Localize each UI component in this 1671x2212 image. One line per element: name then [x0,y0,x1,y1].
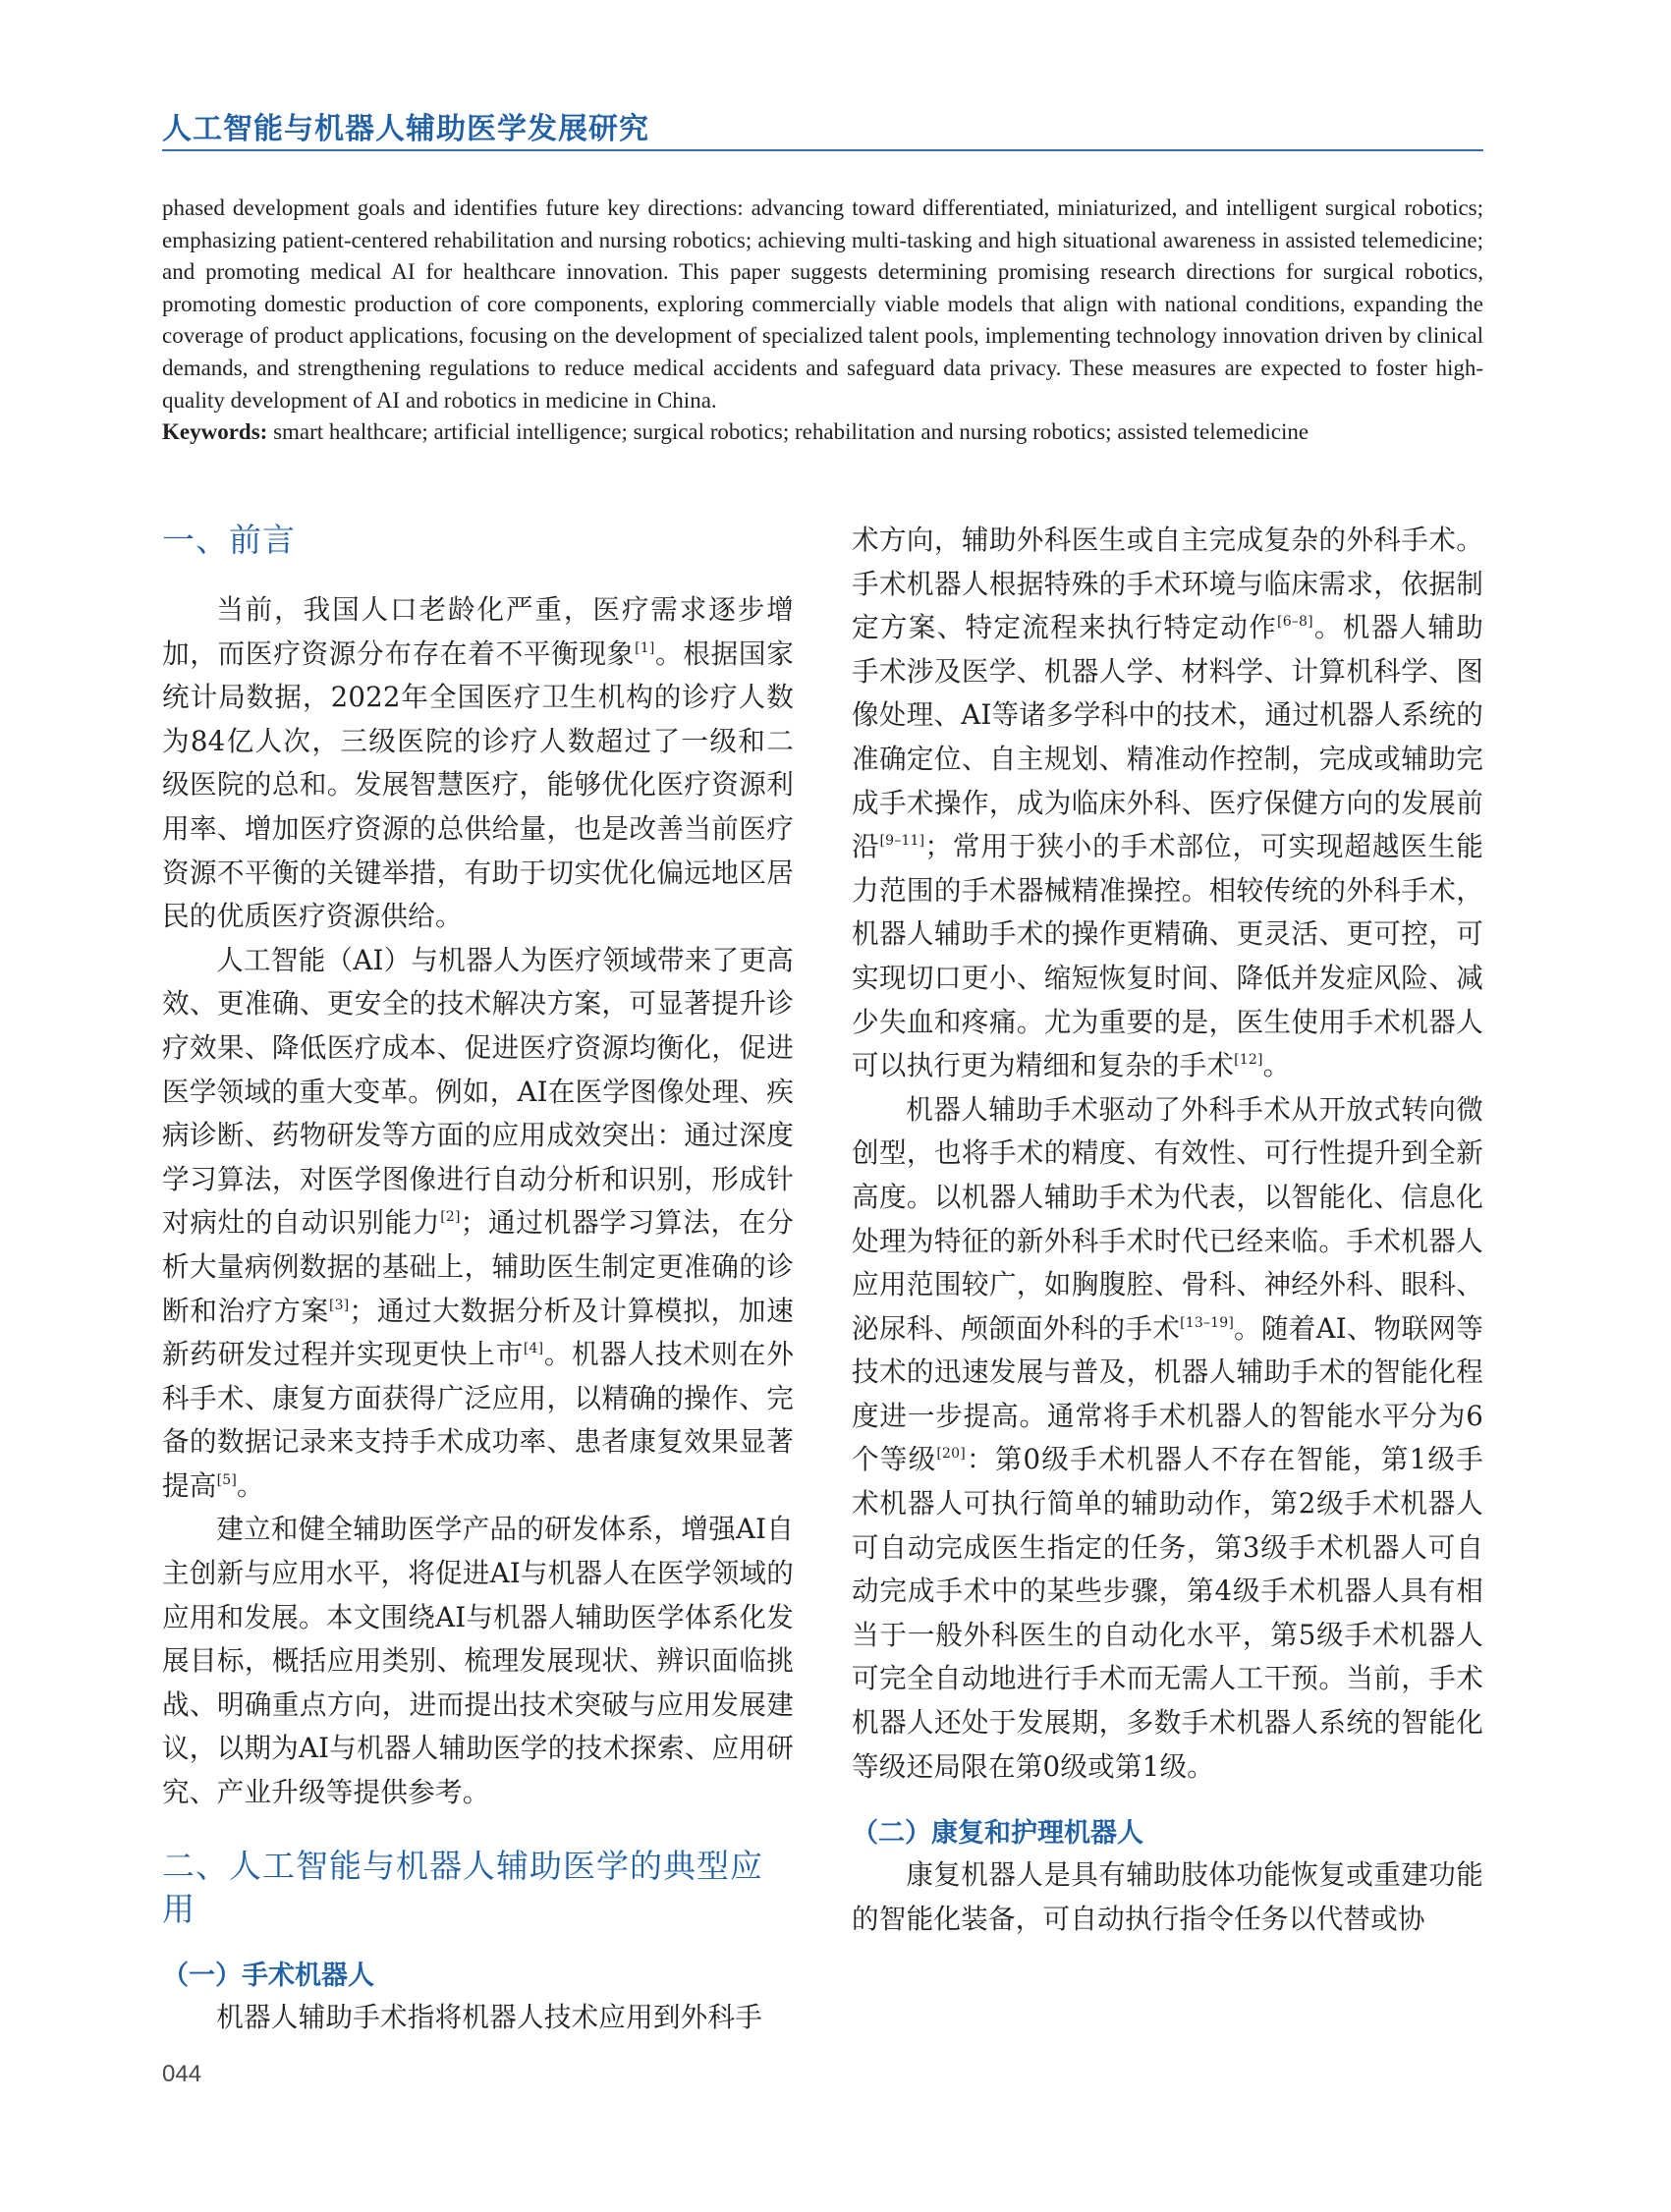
keywords-line [162,416,1483,449]
paragraph-intro-2: 人工智能（AI）与机器人为医疗领域带来了更高效、更准确、更安全的技术解决方案，可显著提升诊疗效果、降低医疗成本、促进医疗资源均衡化，促进医学领域的重大变革。例如，AI在医学图像处理、疾病诊断、药物研发等方面的应用成效突出：通过深度学习算法，对医学图像进行自动分析和识别，形成针对病灶的自动识别能力[2]；通过机器学习算法，在分析大量病例数据的基础上，辅助医生制定更准确的诊断和治疗方案[3]；通过大数据分析及计算模拟，加速新药研发过程并实现更快上市[4]。机器人技术则在外科手术、康复方面获得广泛应用，以精确的操作、完备的数据记录来支持手术成功率、患者康复效果显著提高[5]。 [162,943,795,1502]
citation[interactable]: [1] [635,639,655,656]
running-header: 人工智能与机器人辅助医学发展研究 [162,112,649,146]
right-column [852,519,1483,1941]
abstract-text: phased development goals and identifies future key directions: advancing toward differentiated, miniaturized, and intelligent surgical robotics; emphasizing patient-centered rehabilitation and nursing robotics; achieving multi-tasking and high situational awareness in assisted telemedicine; and promoting medical AI for healthcare innovation. This paper suggests determining promising research directions for surgical robotics, promoting domestic production of core components, exploring commercially viable models that align with national conditions, expanding the coverage of product applications, focusing on the development of specialized talent pools, implementing technology innovation driven by clinical demands, and strengthening regulations to reduce medical accidents and safeguard data privacy. These measures are expected to foster high-quality development of AI and robotics in medicine in China. [162,195,1483,413]
keywords-label: Keywords: [162,419,268,445]
citation[interactable]: [2] [440,1209,461,1226]
citation[interactable]: [5] [216,1471,238,1488]
page-number: 044 [162,2061,202,2087]
paragraph-surgical-2: 机器人辅助手术驱动了外科手术从开放式转向微创型，也将手术的精度、有效性、可行性提升到全新高度。以机器人辅助手术为代表，以智能化、信息化处理为特征的新外科手术时代已经来临。手术机器人应用范围较广，如胸腹腔、骨科、神经外科、眼科、泌尿科、颅颌面外科的手术[13–19]。随着AI、物联网等技术的迅速发展与普及，机器人辅助手术的智能化程度进一步提高。通常将手术机器人的智能水平分为6个等级[20]：第0级手术机器人不存在智能，第1级手术机器人可执行简单的辅助动作，第2级手术机器人可自动完成医生指定的任务，第3级手术机器人可自动完成手术中的某些步骤，第4级手术机器人具有相当于一般外科医生的自动化水平，第5级手术机器人可完全自动地进行手术而无需人工干预。当前，手术机器人还处于发展期，多数手术机器人系统的智能化等级还局限在第0级或第1级。 [852,1092,1483,1783]
section-heading-introduction: 一、前言 [162,521,296,559]
left-column [162,519,794,2039]
paragraph-surgical-1-continued: 术方向，辅助外科医生或自主完成复杂的外科手术。手术机器人根据特殊的手术环境与临床需求，依据制定方案、特定流程来执行特定动作[6–8]。机器人辅助手术涉及医学、机器人学、材料学、计算机科学、图像处理、AI等诸多学科中的技术，通过机器人系统的准确定位、自主规划、精准动作控制，完成或辅助完成手术操作，成为临床外科、医疗保健方向的发展前沿[9–11]；常用于狭小的手术部位，可实现超越医生能力范围的手术器械精准操控。相较传统的外科手术，机器人辅助手术的操作更精确、更灵活、更可控，可实现切口更小、缩短恢复时间、降低并发症风险、减少失血和疼痛。尤为重要的是，医生使用手术机器人可以执行更为精细和复杂的手术[12]。 [852,524,1483,1082]
citation[interactable]: [3] [328,1297,350,1313]
citation[interactable]: [12] [1234,1052,1263,1069]
subsection-heading-surgical-robots: （一）手术机器人 [162,1960,374,1991]
paragraph-intro-1: 当前，我国人口老龄化严重，医疗需求逐步增加，而医疗资源分布存在着不平衡现象[1]。根据国家统计局数据，2022年全国医疗卫生机构的诊疗人数为84亿人次，三级医院的诊疗人数超过了一级和二级医院的总和。发展智慧医疗，能够优化医疗资源利用率、增加医疗资源的总供给量，也是改善当前医疗资源不平衡的关键举措，有助于切实优化偏远地区居民的优质医疗资源供给。 [162,593,794,933]
citation[interactable]: [13–19] [1180,1314,1235,1331]
abstract-block [162,193,1483,449]
section-heading-applications: 二、人工智能与机器人辅助医学的典型应用 [162,1846,763,1928]
citation[interactable]: [20] [936,1446,966,1463]
citation[interactable]: [6–8] [1277,614,1313,631]
paragraph-surgical-1: 机器人辅助手术指将机器人技术应用到外科手 [216,2000,763,2033]
subsection-heading-rehab-robots: （二）康复和护理机器人 [852,1818,1143,1850]
paragraph-intro-3: 建立和健全辅助医学产品的研发体系，增强AI自主创新与应用水平，将促进AI与机器人在医学领域的应用和发展。本文围绕AI与机器人辅助医学体系化发展目标，概括应用类别、梳理发展现状、辨识面临挑战、明确重点方向，进而提出技术突破与应用发展建议，以期为AI与机器人辅助医学的技术探索、应用研究、产业升级等提供参考。 [162,1513,794,1809]
paragraph-rehab-1: 康复机器人是具有辅助肢体功能恢复或重建功能的智能化装备，可自动执行指令任务以代替或协 [852,1858,1483,1935]
header-divider [162,149,1483,151]
citation[interactable]: [9–11] [879,833,925,850]
citation[interactable]: [4] [523,1341,544,1357]
keywords-text: smart healthcare; artificial intelligence; surgical robotics; rehabilitation and nursing robotics; assisted telemedicine [267,419,1309,445]
